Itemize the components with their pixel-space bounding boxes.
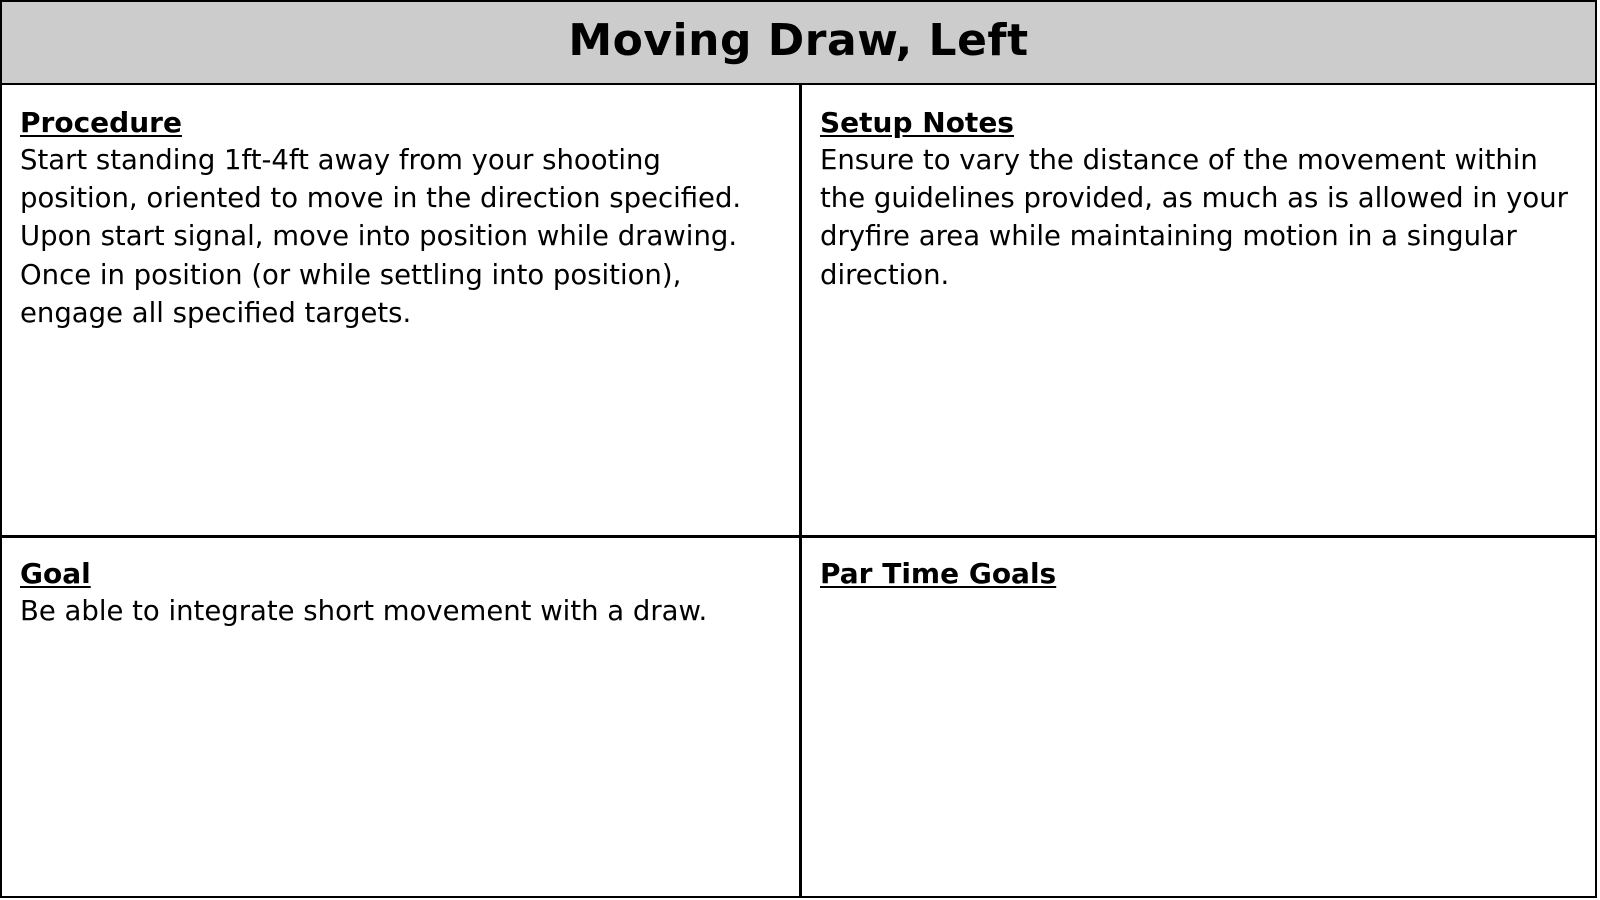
procedure-heading: Procedure <box>20 106 182 139</box>
setup-notes-text <box>820 141 1579 294</box>
procedure-line: Start standing 1ft-4ft away from your shooting <box>20 144 661 176</box>
title-bar <box>2 2 1595 85</box>
procedure-line: position, oriented to move in the direction specified. <box>20 182 742 215</box>
par-time-goals-heading: Par Time Goals <box>820 557 1057 590</box>
procedure-line: Upon start signal, move into position while drawing. <box>20 220 738 253</box>
goal-section <box>2 538 799 898</box>
par-time-goals-section <box>802 538 1595 898</box>
goal-heading: Goal <box>20 557 91 590</box>
setup-notes-line: direction. <box>820 258 950 291</box>
setup-notes-line: Ensure to vary the distance of the movement within <box>820 144 1538 176</box>
goal-text <box>20 592 783 630</box>
page-title: Moving Draw, Left <box>568 15 1029 66</box>
procedure-line: Once in position (or while settling into position), <box>20 258 682 291</box>
setup-notes-line: the guidelines provided, as much as is allowed in your <box>820 182 1568 215</box>
procedure-text <box>20 141 783 332</box>
setup-notes-section <box>802 87 1595 535</box>
setup-notes-heading: Setup Notes <box>820 106 1014 139</box>
goal-line: Be able to integrate short movement with a draw. <box>20 595 708 627</box>
procedure-line: engage all specified targets. <box>20 296 412 329</box>
procedure-section <box>2 87 799 535</box>
setup-notes-line: dryfire area while maintaining motion in a singular <box>820 220 1517 253</box>
